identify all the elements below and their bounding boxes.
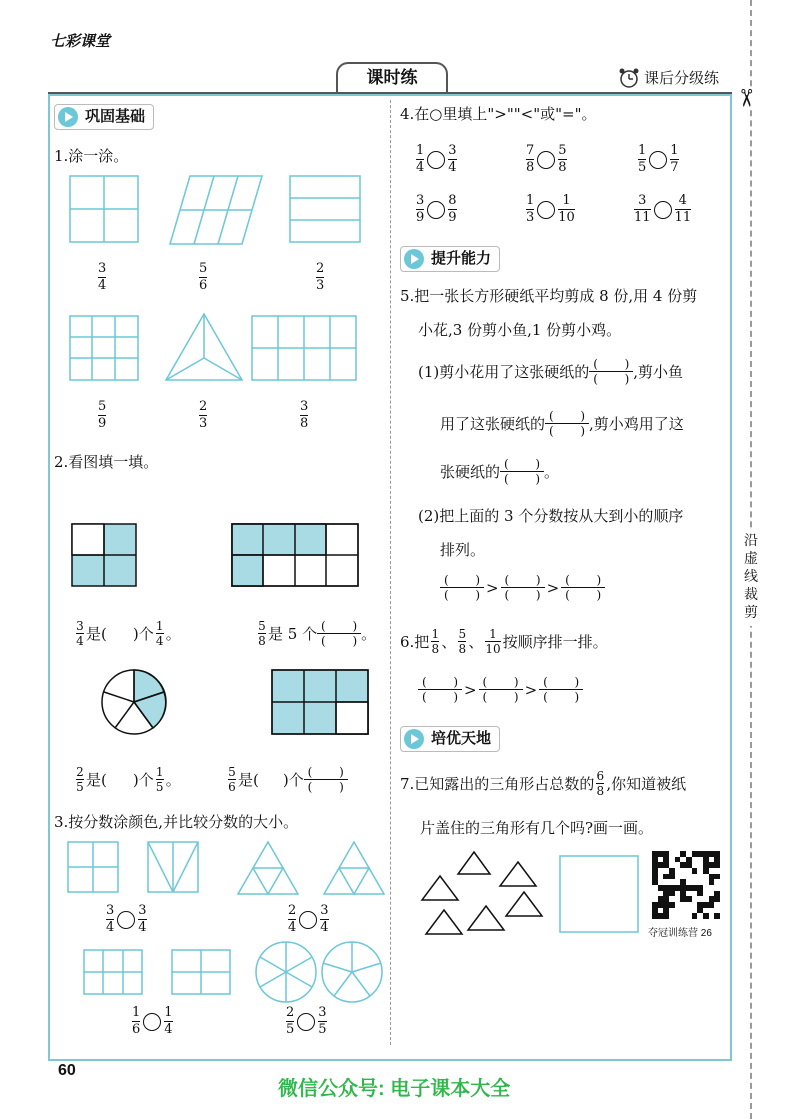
q5-line2: 小花,3 份剪小鱼,1 份剪小鸡。: [418, 321, 622, 339]
q5-p4: (2)把上面的 3 个分数按从大到小的顺序: [418, 507, 684, 525]
q3-compare: $\frac{2}{5}$ $\frac{3}{5}$: [286, 1005, 327, 1037]
section-improve: 提升能力: [400, 246, 500, 272]
q1-fraction: 5 9: [98, 399, 107, 431]
q2-line1: 3 4 是( )个 1 4 。: [76, 619, 181, 648]
q2-line2: 5 8 是 5 个 ( ) ( ) 。: [258, 619, 377, 648]
q1-fraction: 2 3: [199, 399, 208, 431]
q3-compare: $\frac{2}{4}$ $\frac{3}{4}$: [288, 903, 329, 935]
section-basics: 巩固基础: [54, 104, 154, 130]
brand-logo: 七彩课堂: [50, 33, 111, 50]
q5-p2: 用了这张硬纸的 ( ) ( ) ,剪小鸡用了这: [440, 409, 684, 438]
qr-code[interactable]: [652, 851, 720, 919]
q4-compare: $\frac{3}{9}$ $\frac{8}{9}$: [416, 193, 457, 225]
q3-compare: $\frac{3}{4}$ $\frac{3}{4}$: [106, 903, 147, 935]
q3-compare: $\frac{1}{6}$ $\frac{1}{4}$: [132, 1005, 173, 1037]
q5-order: ( ) ( ) > ( ) ( ) > ( ) ( ): [440, 574, 605, 601]
answer-blank[interactable]: ( ) ( ): [589, 358, 633, 385]
cut-label: 沿虚线裁剪: [740, 528, 762, 626]
answer-blank[interactable]: ( ) ( ): [501, 574, 545, 601]
q4-compare: $\frac{1}{4}$ $\frac{3}{4}$: [416, 143, 457, 175]
answer-blank[interactable]: ( ) ( ): [561, 574, 605, 601]
q4-compare: $\frac{3}{11}$ $\frac{4}{11}$: [634, 193, 692, 225]
q5-p5: 排列。: [440, 541, 486, 559]
header-subtitle: 课后分级练: [644, 70, 720, 87]
q5-p1: (1)剪小花用了这张硬纸的 ( ) ( ) ,剪小鱼: [418, 357, 684, 386]
page-number: 60: [58, 1062, 76, 1079]
page-title: 课时练: [336, 62, 448, 92]
answer-blank[interactable]: ( ) ( ): [479, 676, 523, 703]
qr-caption: 夺冠训练营 26: [648, 928, 712, 939]
q1-fraction: 2 3: [316, 261, 325, 293]
q1-fraction: 5 6: [199, 261, 208, 293]
paper-cover: [560, 856, 638, 932]
q4-prompt: 4.在○里填上">""<"或"="。: [400, 105, 597, 123]
q1-fraction: 3 8: [300, 399, 309, 431]
q6-order: ( ) ( ) > ( ) ( ) > ( ) ( ): [418, 676, 583, 703]
footer-watermark: 微信公众号: 电子课本大全: [278, 1078, 511, 1100]
answer-blank[interactable]: ( ) ( ): [539, 676, 583, 703]
answer-blank[interactable]: ( ) ( ): [418, 676, 462, 703]
q1-prompt: 1.涂一涂。: [54, 147, 129, 165]
q3-prompt: 3.按分数涂颜色,并比较分数的大小。: [54, 813, 299, 831]
q7-line2: 片盖住的三角形有几个吗?画一画。: [420, 819, 654, 837]
q4-compare: $\frac{1}{3}$ $\frac{1}{10}$: [526, 193, 575, 225]
q5-p3: 张硬纸的 ( ) ( ) 。: [440, 457, 560, 486]
q7-line1: 7.已知露出的三角形占总数的 6 8 ,你知道被纸: [400, 769, 687, 798]
answer-blank[interactable]: ( ) ( ): [440, 574, 484, 601]
section-excellence: 培优天地: [400, 726, 500, 752]
q2-prompt: 2.看图填一填。: [54, 453, 159, 471]
q6-prompt: 6.把 1 8 、 5 8 、 1 10 按顺序排一排。: [400, 627, 608, 656]
answer-blank[interactable]: ( ) ( ): [317, 620, 361, 647]
q4-compare: $\frac{1}{5}$ $\frac{1}{7}$: [638, 143, 679, 175]
answer-blank[interactable]: ( ) ( ): [545, 410, 589, 437]
q2-line3: 2 5 是( )个 1 5 。: [76, 765, 181, 794]
answer-blank[interactable]: ( ) ( ): [304, 766, 348, 793]
q4-compare: $\frac{7}{8}$ $\frac{5}{8}$: [526, 143, 567, 175]
q5-line1: 5.把一张长方形硬纸平均剪成 8 份,用 4 份剪: [400, 287, 698, 305]
answer-blank[interactable]: ( ) ( ): [500, 458, 544, 485]
q1-fraction: 3 4: [98, 261, 107, 293]
scissors-icon: ✂: [732, 87, 761, 109]
q2-line4: 5 6 是( )个 ( ) ( ): [226, 766, 348, 793]
